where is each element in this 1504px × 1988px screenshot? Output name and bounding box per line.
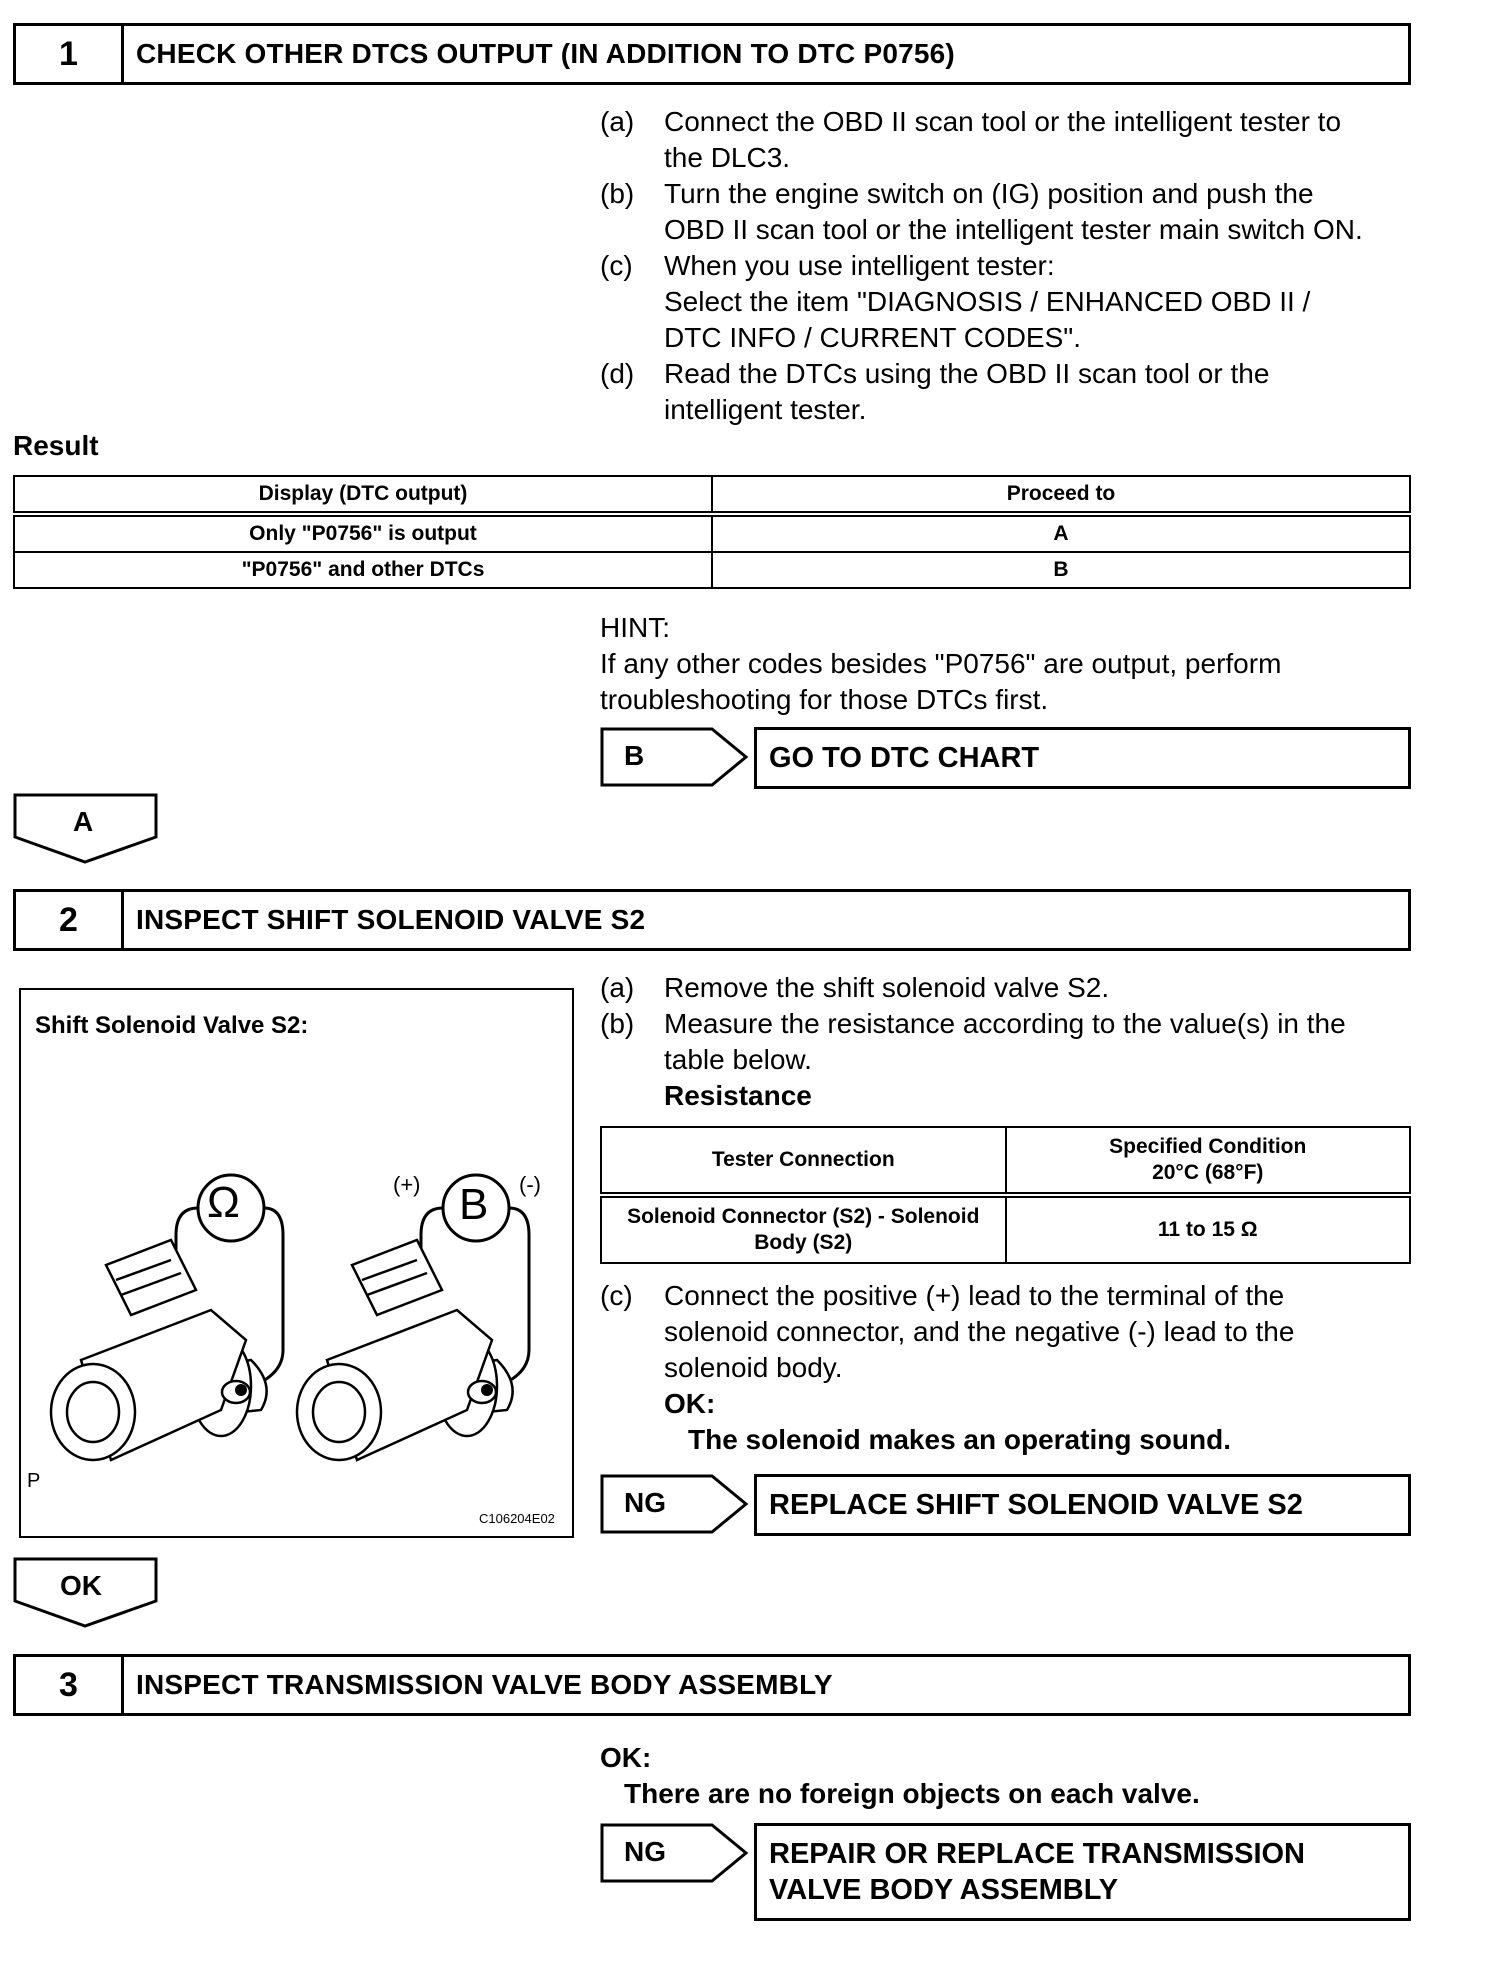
resistance-table [600,1126,1411,1264]
figure-code: C106204E02 [479,1511,555,1526]
step-title: INSPECT SHIFT SOLENOID VALVE S2 [136,904,646,935]
table-header: Display (DTC output) [14,476,712,514]
ok-condition: The solenoid makes an operating sound. [688,1424,1231,1455]
step-number: 3 [16,1657,124,1713]
minus-label: (-) [519,1172,541,1197]
hint-label: HINT: [600,612,670,643]
solenoid-illustration [21,990,572,1536]
step-number: 2 [16,892,124,948]
result-table [13,475,1411,589]
table-header: Specified Condition 20°C (68°F) [1006,1127,1411,1195]
table-cell: B [712,552,1410,588]
ok-label: OK: [664,1388,716,1419]
table-cell: "P0756" and other DTCs [14,552,712,588]
replace-solenoid-box[interactable]: REPLACE SHIFT SOLENOID VALVE S2 [754,1474,1411,1536]
step-title: CHECK OTHER DTCS OUTPUT (IN ADDITION TO DTC P0756) [136,38,955,69]
solenoid-figure [19,988,574,1538]
proceed-label: OK [60,1570,102,1601]
branch-arrow-ng [600,1823,750,1883]
repair-valve-body-box[interactable] [754,1823,1411,1921]
branch-arrow-b [600,727,750,787]
table-cell: Only "P0756" is output [14,514,712,552]
go-to-dtc-chart-box[interactable]: GO TO DTC CHART [754,727,1411,789]
figure-caption: Shift Solenoid Valve S2: [35,1012,309,1039]
step-2-header [13,889,1411,951]
step-1-header [13,23,1411,85]
table-row [601,1195,1410,1263]
branch-arrow-ng [600,1474,750,1534]
table-row [14,514,1410,552]
branch-label: NG [624,1487,666,1518]
step-title: INSPECT TRANSMISSION VALVE BODY ASSEMBLY [136,1669,833,1700]
hint-text: troubleshooting for those DTCs first. [600,684,1049,715]
battery-icon: B [459,1180,489,1229]
figure-corner-label: P [27,1470,41,1492]
hint [600,610,1281,718]
step-3-header [13,1654,1411,1716]
ohm-meter-icon: Ω [207,1178,240,1227]
table-cell: A [712,514,1410,552]
result-line: REPAIR OR REPLACE TRANSMISSION [769,1838,1306,1870]
ok-condition: There are no foreign objects on each valve. [624,1778,1200,1809]
ok-label: OK: [600,1742,652,1773]
table-row [14,552,1410,588]
hint-text: If any other codes besides "P0756" are output, perform [600,648,1282,679]
plus-label: (+) [393,1172,421,1197]
table-header: Tester Connection [601,1127,1006,1195]
table-header: Proceed to [712,476,1410,514]
table-cell: 11 to 15 Ω [1006,1195,1411,1263]
step-number: 1 [16,26,124,82]
result-line: VALVE BODY ASSEMBLY [769,1874,1119,1906]
branch-label: NG [624,1836,666,1867]
proceed-label: A [73,806,94,837]
table-cell: Solenoid Connector (S2) - Solenoid Body (S2) [601,1195,1006,1263]
resistance-heading: Resistance [664,1080,812,1111]
result-heading: Result [13,430,99,461]
branch-label: B [624,740,645,771]
